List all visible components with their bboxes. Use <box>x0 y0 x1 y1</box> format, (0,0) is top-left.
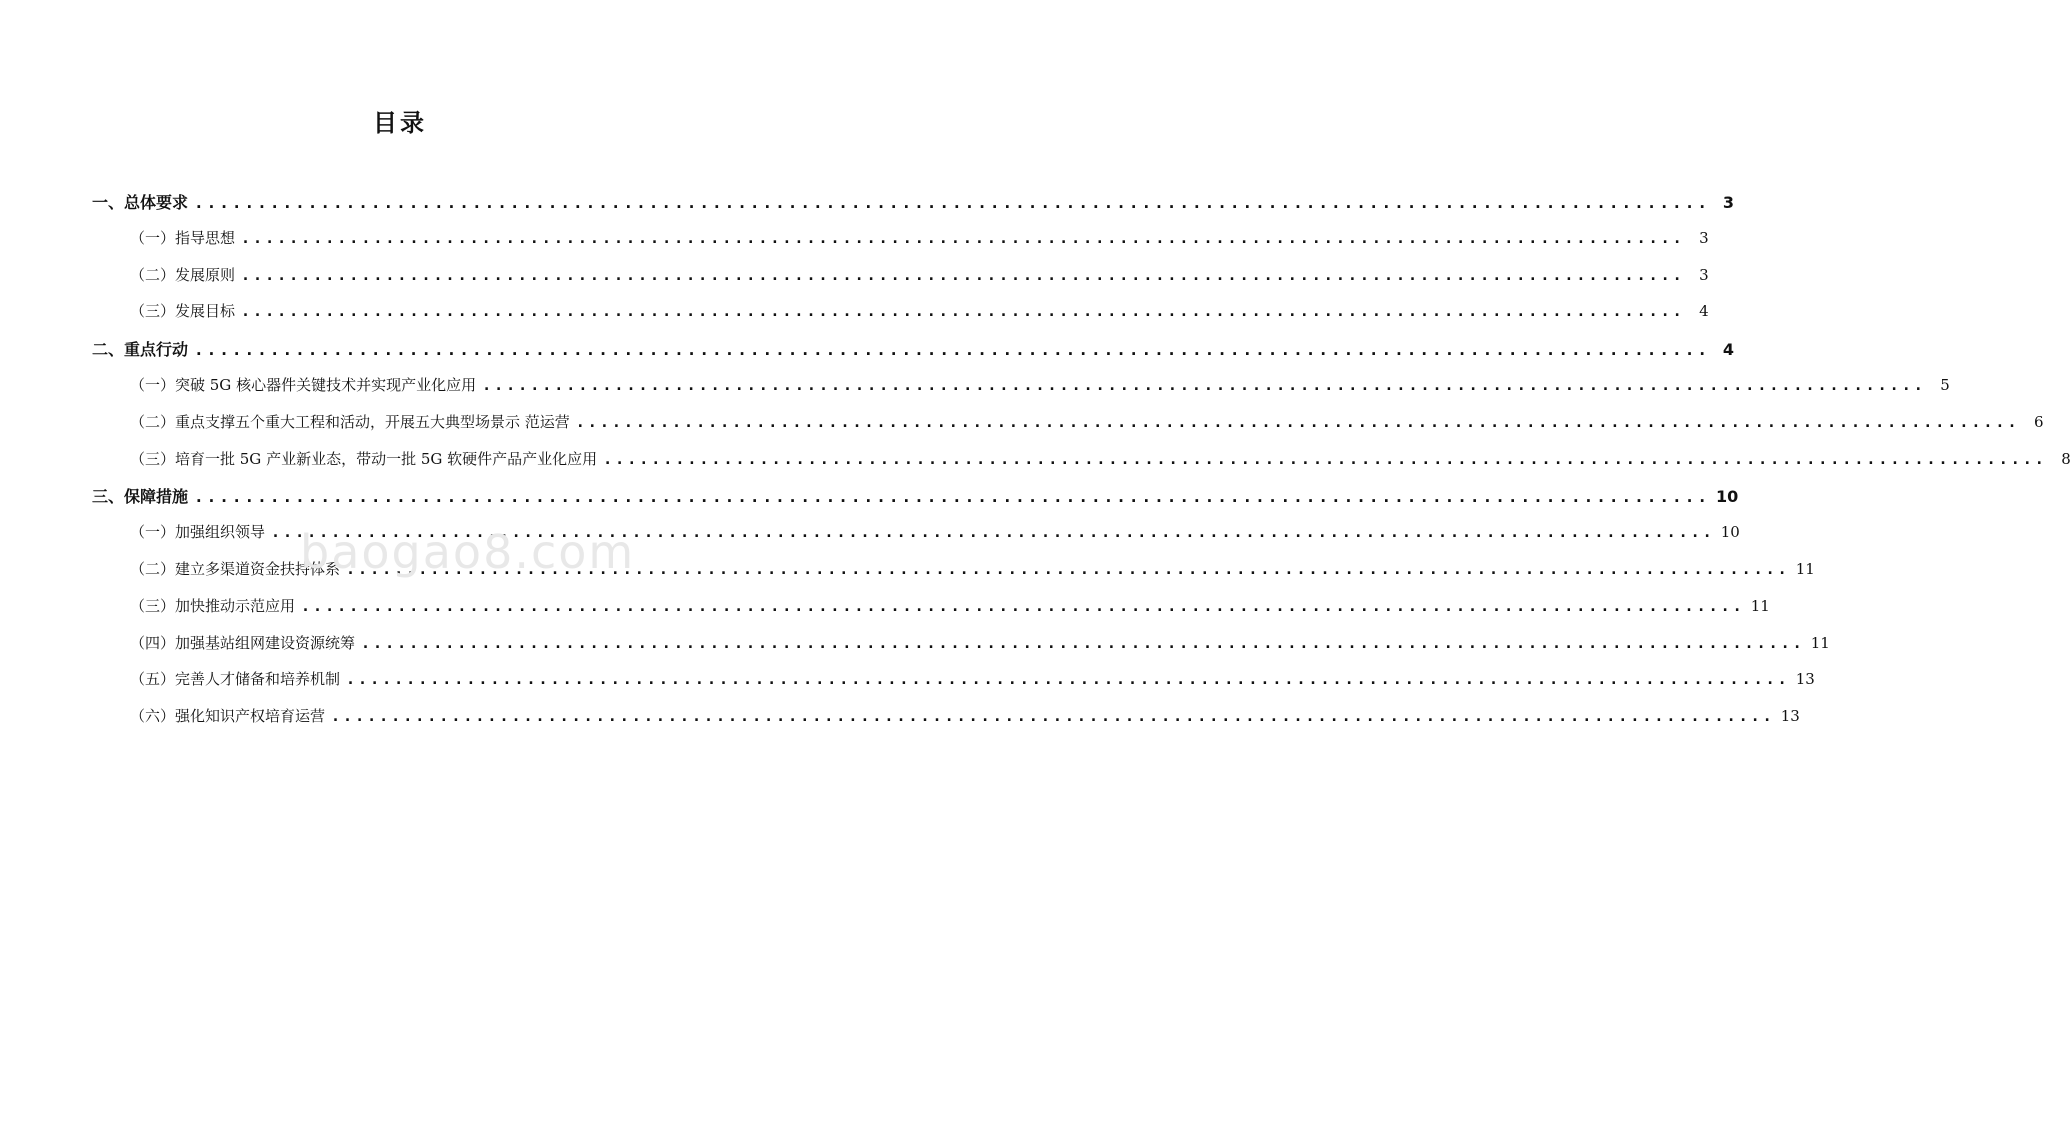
toc-entry-title: （三）培育一批 5G 产业新业态，带动一批 5G 软硬件产品产业化应用 <box>130 449 598 468</box>
dot-leader: ........................................................................................................................ <box>346 560 1790 578</box>
toc-subsection-entry[interactable] <box>130 411 2044 432</box>
toc-section-entry[interactable] <box>92 190 1734 213</box>
toc-page-number: 5 <box>1940 376 1950 394</box>
dot-leader: ........................................................................................................................ <box>346 670 1790 689</box>
toc-subsection-entry[interactable] <box>130 264 1709 285</box>
toc-page-number: 10 <box>1720 523 1740 542</box>
toc-entry-title: （四）加强基站组网建设资源统筹 <box>130 633 356 652</box>
toc-page-number: 11 <box>1750 596 1770 615</box>
dot-leader: ........................................................................................................................ <box>331 707 1775 726</box>
toc-page-number: 13 <box>1780 707 1800 726</box>
dot-leader: ........................................................................................................................ <box>194 487 1710 507</box>
toc-page-number: 3 <box>1699 265 1709 284</box>
toc-entry-title: （二）建立多渠道资金扶持体系 <box>130 560 341 578</box>
dot-leader: ........................................................................................................................ <box>271 523 1715 542</box>
toc-entry-title: （三）发展目标 <box>130 302 236 321</box>
watermark: baogao8.com <box>300 525 636 579</box>
toc-entry-title: （一）加强组织领导 <box>130 523 266 542</box>
toc-page-number: 3 <box>1699 228 1709 247</box>
toc-entry-title: （二）重点支撑五个重大工程和活动，开展五大典型场景示 范运营 <box>130 412 570 431</box>
dot-leader: ........................................................................................................................ <box>194 193 1710 212</box>
dot-leader: ........................................................................................................................ <box>241 265 1685 284</box>
dot-leader: ........................................................................................................................ <box>603 449 2047 468</box>
toc-subsection-entry[interactable] <box>130 558 1815 579</box>
toc-subsection-entry[interactable] <box>130 227 1709 248</box>
toc-entry-title: 二、重点行动 <box>92 340 189 360</box>
toc-subsection-entry[interactable] <box>130 448 2071 469</box>
toc-page-number: 8 <box>2061 449 2071 468</box>
toc-page-number: 3 <box>1722 193 1734 212</box>
toc-entry-title: （一）指导思想 <box>130 228 236 247</box>
dot-leader: ........................................................................................................................ <box>301 596 1745 615</box>
toc-page-number: 11 <box>1810 633 1830 652</box>
dot-leader: ........................................................................................................................ <box>194 340 1710 360</box>
toc-page-number: 4 <box>1722 340 1734 360</box>
page-title: 目录 <box>373 109 427 137</box>
toc-subsection-entry[interactable] <box>130 521 1740 542</box>
toc-page-number: 13 <box>1795 670 1815 689</box>
toc-entry-title: （六）强化知识产权培育运营 <box>130 707 326 726</box>
toc-entry-title: （一）突破 5G 核心器件关键技术并实现产业化应用 <box>130 376 477 394</box>
toc-entry-title: （三）加快推动示范应用 <box>130 596 296 615</box>
dot-leader: ........................................................................................................................ <box>482 376 1926 394</box>
toc-subsection-entry[interactable] <box>130 374 1950 395</box>
toc-subsection-entry[interactable] <box>130 300 1709 321</box>
dot-leader: ........................................................................................................................ <box>241 302 1685 321</box>
toc-page-number: 6 <box>2033 412 2044 431</box>
toc-subsection-entry[interactable] <box>130 595 1770 616</box>
toc-subsection-entry[interactable] <box>130 632 1830 653</box>
toc-entry-title: （五）完善人才储备和培养机制 <box>130 670 341 689</box>
toc-entry-title: （二）发展原则 <box>130 265 236 284</box>
toc-section-entry[interactable] <box>92 337 1734 360</box>
dot-leader: ........................................................................................................................ <box>241 228 1685 247</box>
toc-subsection-entry[interactable] <box>130 705 1800 726</box>
toc-subsection-entry[interactable] <box>130 668 1815 689</box>
dot-leader: ........................................................................................................................ <box>361 633 1805 652</box>
toc-entry-title: 一、总体要求 <box>92 193 189 212</box>
toc-page-number: 10 <box>1715 487 1739 507</box>
toc-page-number: 4 <box>1699 302 1709 321</box>
toc-section-entry[interactable] <box>92 484 1739 507</box>
dot-leader: ........................................................................................................................ <box>575 412 2020 431</box>
toc-entry-title: 三、保障措施 <box>92 487 189 507</box>
toc-page-number: 11 <box>1795 560 1815 578</box>
